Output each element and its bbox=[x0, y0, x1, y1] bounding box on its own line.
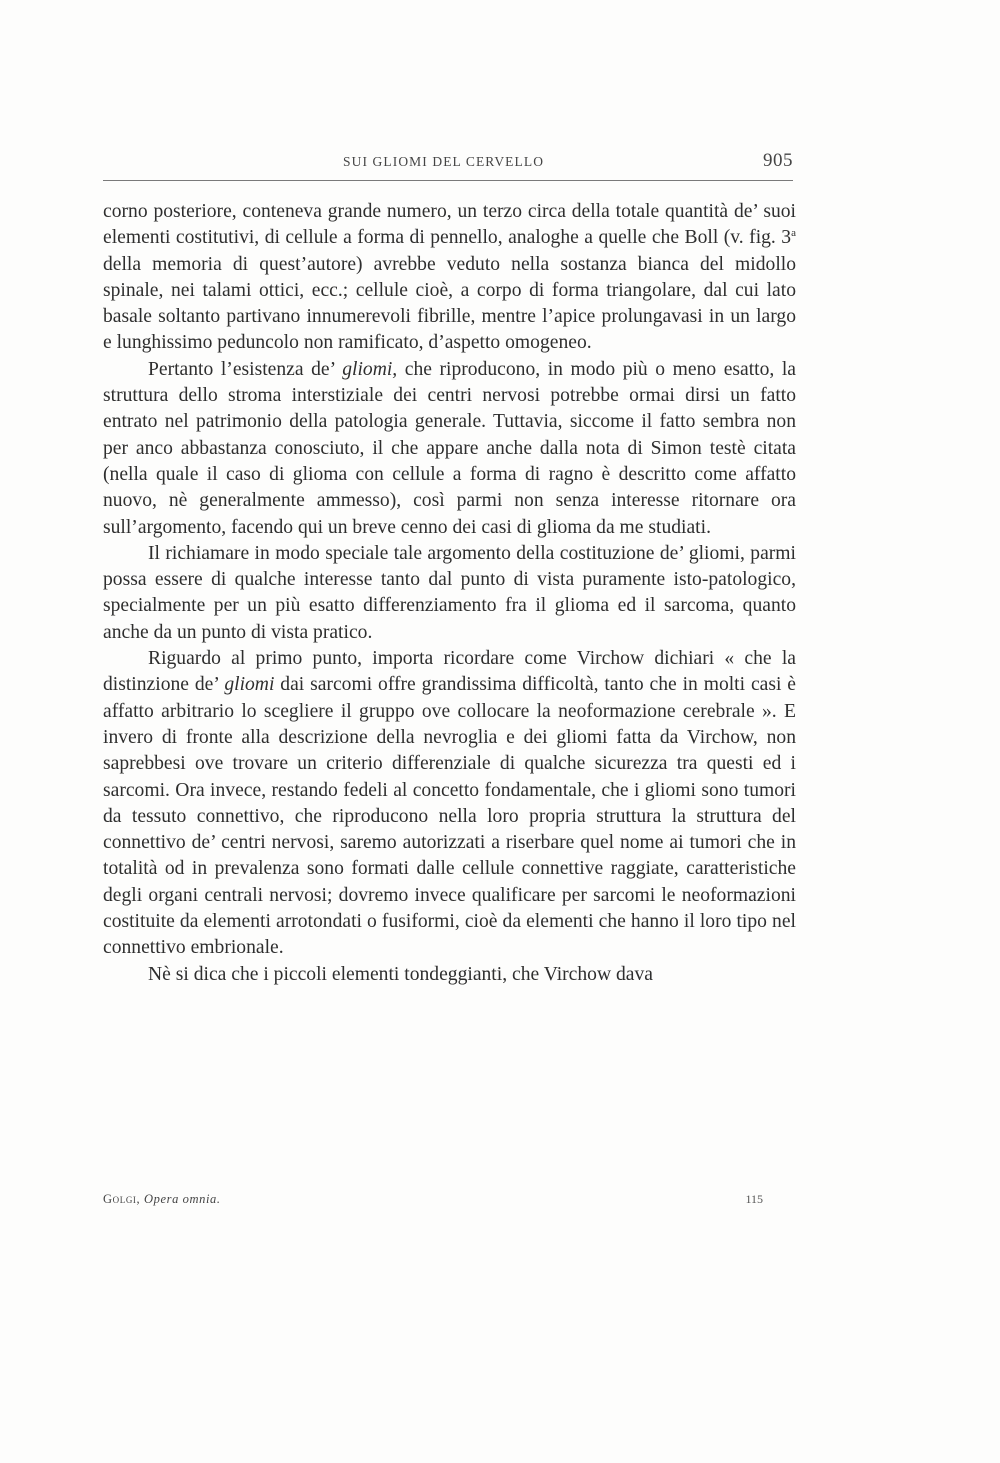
paragraph-4-text-a: Riguardo al primo punto, importa ricordare come Virchow dichiari « che la distinzione de’ bbox=[103, 648, 796, 696]
italic-term-gliomi: gliomi, bbox=[342, 358, 398, 380]
signature-mark bbox=[103, 1192, 221, 1207]
signature-author: Golgi, bbox=[103, 1192, 141, 1206]
paragraph-2 bbox=[103, 357, 796, 541]
paragraph-2-text-a: Pertanto l’esistenza de’ bbox=[148, 358, 343, 380]
paragraph-1-text-a: corno posteriore, conteneva grande numero, un terzo circa della totale quantità de’ suoi elementi costitutivi, di cellule a forma di pennello, analoghe a quelle che Boll (v. fig. 3 bbox=[103, 201, 796, 249]
paragraph-4 bbox=[103, 646, 796, 962]
signature-work: Opera omnia. bbox=[143, 1192, 221, 1206]
italic-term-gliomi: gliomi bbox=[224, 674, 275, 696]
paragraph-4-text-b: dai sarcomi offre grandissima difficoltà, tanto che in molti casi è affatto arbitrario lo scegliere il gruppo ove collocare la neoformazione cerebrale ». E invero di fronte alla descrizione della nevroglia e dei gliomi fatta da Virchow, non saprebbesi ove trovare un criterio differenziale di qualche sicurezza tra questi ed i sarcomi. Ora invece, restando fedeli al concetto fondamentale, che i gliomi sono tumori da tessuto connettivo, che riproducono nella loro propria struttura la struttura del connettivo de’ centri nervosi, saremo autorizzati a riserbare quel nome ai tumori che in totalità od in prevalenza sono formati dalle cellule connettive raggiate, caratteristiche degli organi centrali nervosi; dovremo invece qualificare per sarcomi le neoformazioni costituite da elementi arrotondati o fusiformi, cioè da elementi che hanno il loro tipo nel connettivo embrionale. bbox=[103, 674, 796, 959]
paragraph-1-text-b: della memoria di quest’autore) avrebbe veduto nella sostanza bianca del midollo spinale, nei talami ottici, ecc.; cellule cioè, a corpo di forma triangolare, dal cui lato basale soltanto partivano innumerevoli fibrille, mentre l’apice prolungavasi in un largo e lunghissimo peduncolo non ramificato, d’aspetto omogeneo. bbox=[103, 253, 796, 354]
body-text bbox=[103, 199, 796, 988]
running-head bbox=[103, 150, 793, 181]
paragraph-3: Il richiamare in modo speciale tale argomento della costituzione de’ gliomi, parmi possa essere di qualche interesse tanto dal punto di vista puramente isto-patologico, specialmente per un più esatto differenziamento fra il glioma ed il sarcoma, quanto anche da un punto di vista pratico. bbox=[103, 542, 796, 643]
footer bbox=[103, 1192, 763, 1212]
sheet-number: 115 bbox=[745, 1192, 763, 1206]
paragraph-2-text-b: che riproducono, in modo più o meno esatto, la struttura dello stroma interstiziale dei centri nervosi potrebbe ormai dirsi un fatto entrato nel patrimonio della patologia generale. Tuttavia, siccome il fatto sembra non per anco abbastanza conosciuto, il che appare anche dalla nota di Simon testè citata (nella quale il caso di glioma con cellule a forma di ragno è descritto come affatto nuovo, nè generalmente ammesso), così parmi non senza interesse ritornare ora sull’argomento, facendo qui un breve cenno dei casi di glioma da me studiati. bbox=[103, 358, 797, 538]
paragraph-1 bbox=[103, 199, 796, 357]
page-number: 905 bbox=[763, 150, 793, 171]
figure-ordinal-superscript: a bbox=[791, 227, 796, 240]
paragraph-5: Nè si dica che i piccoli elementi tondeggianti, che Virchow dava bbox=[148, 963, 653, 985]
running-title: SUI GLIOMI DEL CERVELLO bbox=[343, 154, 545, 169]
